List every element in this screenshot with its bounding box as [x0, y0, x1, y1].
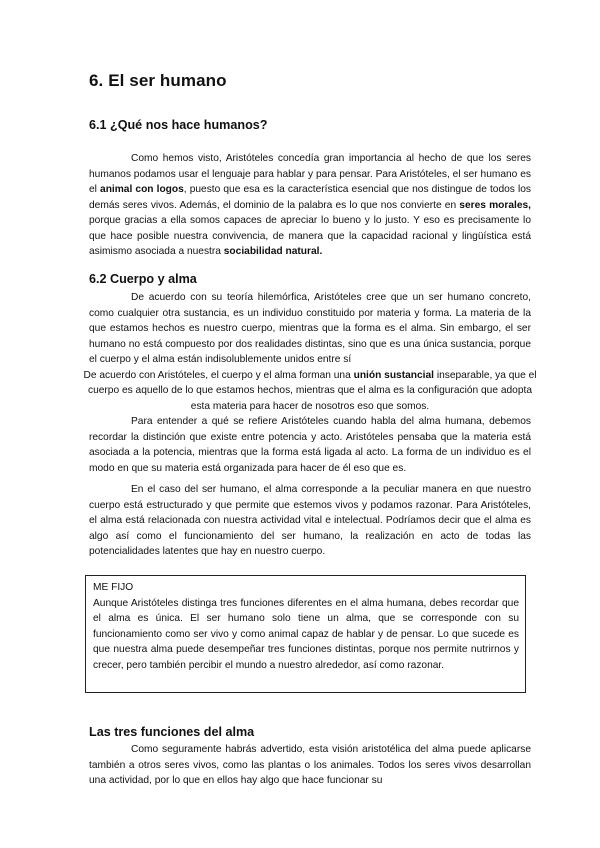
paragraph: De acuerdo con su teoría hilemórfica, Aristóteles cree que un ser humano concreto, como cualquier otra sustancia, es un individuo constituido por materia y forma. La materia de la que estamos hechos es nuestro cuerpo, mientras que la forma es el alma. Sin embargo, el ser humano no está compuesto por dos realidades distintas, sino que es una única sustancia, porque el cuerpo y el alma están indisolublemente unidos entre sí	[89, 292, 531, 365]
page-title: 6. El ser humano	[89, 71, 227, 90]
quote-paragraph: De acuerdo con Aristóteles, el cuerpo y el alma forman una unión sustancial inseparable, ya que el cuerpo es aquello de lo que estamos hechos, mientras que el alma es la configuración que adopta esta materia para hacer de nosotros eso que somos.	[83, 369, 537, 412]
section-2-body	[83, 290, 537, 560]
box-text: Aunque Aristóteles distinga tres funciones diferentes en el alma humana, debes recordar que el alma es única. El ser humano solo tiene un alma, que se corresponde con su funcionamiento como ser vivo y como animal capaz de hablar y de pensar. Lo que sucede es que nuestra alma puede desempeñar tres funciones distintas, porque nos permite nutrirnos y crecer, pero también percibir el mundo a nuestro alrededor, así como razonar.	[93, 597, 519, 671]
section-heading-2: 6.2 Cuerpo y alma	[89, 272, 197, 286]
paragraph: Como seguramente habrás advertido, esta visión aristotélica del alma puede aplicarse también a otros seres vivos, como las plantas o los animales. Todos los seres vivos desarrollan una actividad, por lo que en ellos hay algo que hace funcionar su	[89, 744, 531, 786]
section-1-body	[89, 151, 531, 260]
box-title: ME FIJO	[93, 582, 134, 593]
section-heading-3: Las tres funciones del alma	[89, 725, 255, 739]
section-heading-1: 6.1 ¿Qué nos hace humanos?	[89, 118, 268, 132]
paragraph: Como hemos visto, Aristóteles concedía gran importancia al hecho de que los seres humanos podamos usar el lenguaje para hablar y para pensar. Para Aristóteles, el ser humano es el animal con logos, puesto que esa es la característica esencial que nos distingue de todos los demás seres vivos. Además, el dominio de la palabra es lo que nos convierte en seres morales, porque gracias a ella somos capaces de apreciar lo bueno y lo justo. Y eso es precisamente lo que hace posible nuestra convivencia, de manera que la capacidad racional y lingüística está asimismo asociada a nuestra sociabilidad natural.	[89, 153, 531, 257]
paragraph: En el caso del ser humano, el alma corresponde a la peculiar manera en que nuestro cuerpo está estructurado y que permite que estemos vivos y podamos razonar. Para Aristóteles, el alma está relacionada con nuestra actividad vital e intelectual. Podríamos decir que el alma es algo así como el funcionamiento del ser humano, la realización en acto de todas las potencialidades latentes que hay en nuestro cuerpo.	[89, 484, 531, 557]
me-fijo-box	[85, 575, 526, 693]
section-3-body	[89, 742, 531, 789]
paragraph: Para entender a qué se refiere Aristóteles cuando habla del alma humana, debemos recordar la distinción que existe entre potencia y acto. Aristóteles pensaba que la materia está asociada a la potencia, mientras que la forma está ligada al acto. La forma de un individuo es el modo en que su materia está organizada para hacer de él eso que es.	[89, 416, 531, 474]
